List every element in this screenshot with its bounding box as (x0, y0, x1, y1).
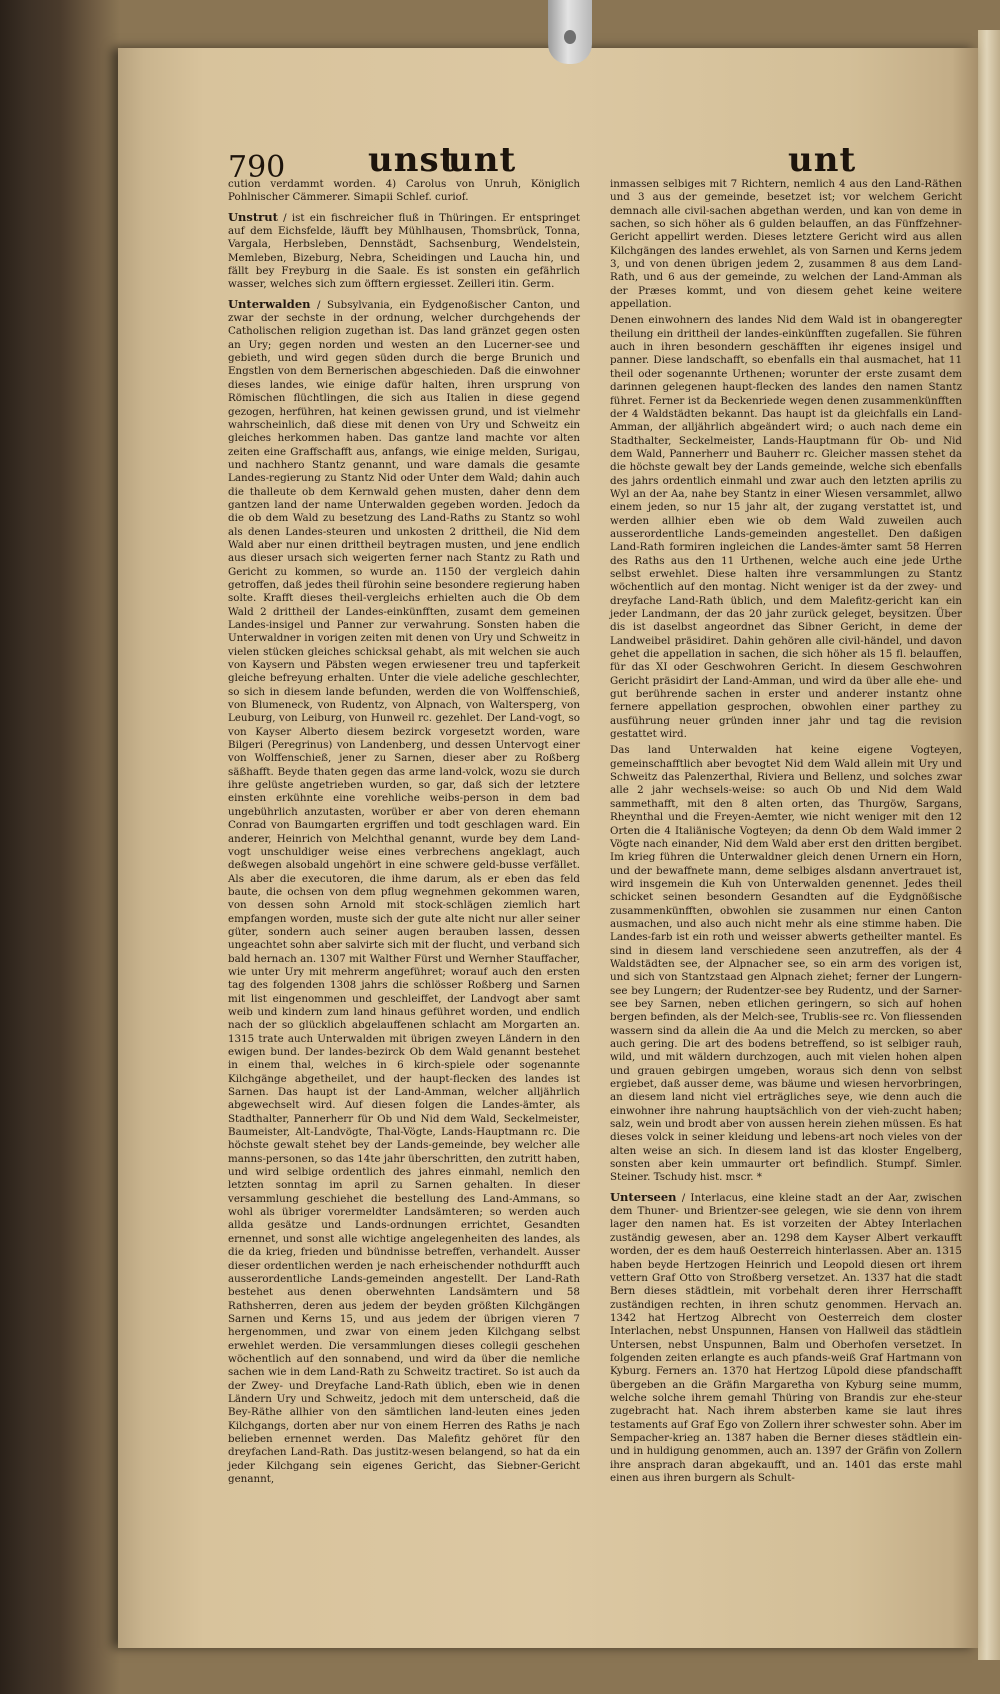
paragraph-vogteyen: Das land Unterwalden hat keine eigene Vogteyen, gemeinschafftlich aber bevogtet Nid dem Wald allein mit Ury und Schweitz das Palenzerthal, Riviera und Bellenz, und solches zwar alle 2 jahr wechsels-weise: so auch Ob und Nid dem Wald sammethafft, mit den 8 alten orten, das Thurgöw, Sargans, Rheynthal und die Freyen-Aemter, wie nicht weniger mit den 12 Orten die 4 Italiänische Vogteyen; da denn Ob dem Wald immer 2 Vögte nach einander, Nid dem Wald aber erst den dritten bergibet. Im krieg führen die Unterwaldner gleich denen Urnern ein Horn, und der bewaffnete mann, deme selbiges alsdann anvertrauet ist, wird insgemein die Kuh von Unterwalden genennet. Jedes theil schicket seinen besondern Gesandten auf die Eydgnößische zusammenkünfften, obwohlen sie zusammen nur einen Canton ausmachen, und also auch nicht mehr als eine stimme haben. Die Landes-farb ist ein roth und weisser abwerts getheilter mantel. Es sind in diesem land verschiedene seen anzutreffen, als der 4 Waldstädten see, der Alpnacher see, so ein arm des vorigen ist, und sich von Stantzstaad gen Alpnach ziehet; ferner der Lungern-see bey Lungern; der Rudentzer-see bey Rudentz, und der Sarner-see bey Sarnen, neben etlichen geringern, so sich auf hohen bergen befinden, als der Melch-see, Trublis-see rc. Von fliessenden wassern sind da allein die Aa und die Melch zu mercken, so aber auch gering. Die art des bodens betreffend, so ist selbiger rauh, wild, und mit wäldern durchzogen, auch mit vielen hohen alpen und grauen gebirgen umgeben, woraus sich denn von selbst ergiebet, daß ausser deme, was bäume und wiesen hervorbringen, an diesem land nicht viel erträgliches seye, wie denn auch die einwohner ihre nahrung hauptsächlich von der vieh-zucht haben; salz, wein und brodt aber von aussen herein ziehen müssen. Es hat dieses volck in seiner kleidung und lebens-art noch vieles von der alten weise an sich. In diesem land ist das kloster Engelberg, sonsten aber kein ummaurter ort befindlich. Stumpf. Simler. Steiner. Tschudy hist. mscr. * (610, 744, 962, 1184)
headword-unterwalden: Unterwalden (228, 296, 311, 311)
text-unterseen: / Interlacus, eine kleine stadt an der Aar, zwischen dem Thuner- und Brientzer-see gelegen, wie sie denn von ihrem lager den namen hat. Es ist vorzeiten der Abtey Interlachen zuständig gewesen, aber an. 1298 dem Kayser Albert verkaufft worden, der es dem hauß Oesterreich hinterlassen. Aber an. 1315 haben beyde Hertzogen Heinrich und Leopold diesen ort ihrem vettern Graf Otto von Stroßberg versetzet. An. 1337 hat die stadt Bern dieses städtlein, mit vorbehalt deren ihrer Herrschafft zuständigen rechten, in ihren schutz genommen. Hervach an. 1342 hat Hertzog Albrecht von Oesterreich dem closter Interlachen, nebst Unspunnen, Hansen von Hallweil das städtlein Untersen, nebst Unspunnen, Balm und Oberhofen versetzet. In folgenden zeiten erlangte es auch pfands-weiß Graf Hartmann von Kyburg. Ferners an. 1370 hat Hertzog Lüpold diese pfandschafft übergeben an die Gräfin Margaretha von Kyburg seine mumm, welche solche ihrem gemahl Thüring von Brandis zur ehe-steur zugebracht hat. Nach ihrem absterben kame sie laut ihres testaments auf Graf Ego von Zollern ihrer schwester sohn. Aber im Sempacher-krieg an. 1387 haben die Berner dieses städtlein ein- und in huldigung genommen, auch an. 1397 der Gräfin von Zollern ihre ansprach daran abgekaufft, und an. 1401 das erste mahl einen aus ihren burgern als Schult- (610, 1191, 962, 1484)
paragraph-nid-dem-wald: Denen einwohnern des landes Nid dem Wald ist in obangeregter theilung ein drittheil der landes-einkünfften zugefallen. Sie führen auch in ihren besondern geschäfften ihr eigenes insigel und panner. Diese landschafft, so ebenfalls ein thal ausmachet, hat 11 theil oder sogenannte Urthenen; worunter der erste zusamt dem darinnen gelegenen haupt-flecken des landes den namen Stantz führet. Ferner ist da Beckenriede wegen denen zusammenkünfften der 4 Waldstädten bekannt. Das haupt ist da gleichfalls ein Land-Amman, der alljährlich abgeändert wird; o auch nach deme ein Stadthalter, Seckelmeister, Lands-Hauptmann für Ob- und Nid dem Wald, Pannerherr und Bauherr rc. Gleicher massen stehet da die höchste gewalt bey der Lands gemeinde, welche sich ebenfalls des jahrs ordentlich einmahl und zwar auch den letzten aprilis zu Wyl an der Aa, nahe bey Stantz in einer Wiesen versammlet, allwo einem jeden, so nur 15 jahr alt, der zugang verstattet ist, und werden allhier eben wie ob dem Wald zuweilen auch ausserordentliche Lands-gemeinden angestellet. Den daßigen Land-Rath formiren ingleichen die Landes-ämter samt 58 Herren des Raths aus den 11 Urthenen, welche auch eine jede Urthe selbst erwehlet. Diese halten ihre versammlungen zu Stantz wöchentlich auf den montag. Nicht weniger ist da der zwey- und dreyfache Land-Rath üblich, und dem Malefitz-gericht kan ein jeder Landmann, der das 20 jahr zurück geleget, beysitzen. Über dis ist daselbst angeordnet das Sibner Gericht, in deme der Landweibel präsidiret. Dahin gehören alle civil-händel, und davon gehet die appellation in sachen, die sich höher als 15 fl. belauffen, für das XI oder Geschwohren Gericht. In diesem Geschwohren Gericht präsidirt der Land-Amman, und wird da über alle ehe- und gut berührende sachen in erster und anderer instantz ohne fernere appellation gesprochen, obwohlen einer parthey zu ausführung neuer gründen inner jahr und tag die revision gestattet wird. (610, 314, 962, 741)
headword-unterseen: Unterseen (610, 1189, 677, 1204)
headword-unstrut: Unstrut (228, 209, 278, 224)
clip-hole (564, 30, 576, 44)
running-head-left-a: unst (368, 140, 457, 180)
next-page-edge (978, 30, 1000, 1660)
running-head-right: unt (788, 140, 857, 180)
right-column (610, 178, 962, 1488)
text-unterwalden: / Subsylvania, ein Eydgenoßischer Canton, und zwar der sechste in der ordnung, welcher durchgehends der Catholischen religion zugethan ist. Das land gränzet gegen osten an Ury; gegen norden und westen an den Lucerner-see und gebieth, und wird gegen süden durch die berge Brunich und Engstlen von dem Bernerischen abgeschieden. Daß die einwohner dieses landes, wie einige dafür halten, ihren ursprung von Römischen flüchtlingen, die sich aus Italien in diese gegend gezogen, herführen, hat keinen gewissen grund, und ist vielmehr wahrscheinlich, daß diese mit denen von Ury und Schweitz ein gleiches herkommen haben. Das gantze land machte vor alten zeiten eine Graffschafft aus, anfangs, wie einige melden, Surigau, und nachhero Stantz genannt, und ware damals die gesamte Landes-regierung zu Stantz Nid oder Unter dem Wald; dahin auch die thalleute ob dem Kernwald gehen musten, daher denn dem gantzen land der name Unterwalden gegeben worden. Jedoch da die ob dem Wald zu besetzung des Land-Raths zu Stantz so wohl als denen Landes-steuren und unkosten 2 drittheil, die Nid dem Wald aber nur einen drittheil beytragen musten, und jene endlich aus dieser ursach sich weigerten ferner nach Stantz zu Rath und Gericht zu kommen, so wurde an. 1150 der vergleich dahin getroffen, daß jedes theil fürohin seine besondere regierung haben solte. Krafft dieses theil-vergleichs erhielten auch die Ob dem Wald 2 drittheil der Landes-einkünfften, zusamt dem gemeinen Landes-insigel und Panner zur verwahrung. Sonsten haben die Unterwaldner in vorigen zeiten mit denen von Ury und Schweitz in vielen stücken gleiches schicksal gehabt, als mit welchen sie auch von Kaysern und Päbsten wegen erwiesener treu und tapferkeit gleiche befreyung erhalten. Unter die viele adeliche geschlechter, so sich in diesem lande befunden, werden die von Wolffenschieß, von Blumeneck, von Rudentz, von Alpnach, von Waltersperg, von Leuburg, von Leiburg, von Hunweil rc. gezehlet. Der Land-vogt, so von Kayser Alberto diesem bezirck vorgesetzt worden, ware Bilgeri (Peregrinus) von Landenberg, und dessen Untervogt einer von Wolffenschieß, jener zu Sarnen, dieser aber zu Roßberg säßhafft. Beyde thaten gegen das arme land-volck, wozu sie durch ihre gelüste angetrieben wurden, so gar, daß sich der letztere einsten erkühnte eine vorehliche weibs-person in dem bad ungebührlich anzutasten, worüber er aber von deren ehemann Conrad von Baumgarten ergriffen und todt geschlagen ward. Ein anderer, Heinrich von Melchthal genannt, wurde bey dem Land-vogt unschuldiger weise eines verbrechens angeklagt, auch deßwegen alsobald ungehört in eine schwere geld-busse verfället. Als aber die executoren, die ihme darum, als er eben das feld baute, die ochsen von dem pflug wegnehmen gekommen waren, von dessen sohn Arnold mit stock-schlägen ziemlich hart empfangen worden, muste sich der gute alte nicht nur aller seiner güter, sondern auch seiner augen berauben lassen, dessen ungeachtet sohn aber salvirte sich mit der flucht, und verband sich bald hernach an. 1307 mit Walther Fürst und Wernher Stauffacher, wie unter Ury mit mehrerm angeführet; worauf auch den ersten tag des folgenden 1308 jahrs die schlösser Roßberg und Sarnen mit list eingenommen und geschleiffet, der Landvogt aber samt weib und kindern zum land hinaus geführet worden, und endlich nach der so glücklich abgelauffenen schlacht am Morgarten an. 1315 trate auch Unterwalden mit übrigen zweyen Ländern in den ewigen bund. Der landes-bezirck Ob dem Wald genannt bestehet in einem thal, welches in 6 kirch-spiele oder sogenannte Kilchgänge abgetheilet, und der haupt-flecken des landes ist Sarnen. Das haupt ist der Land-Amman, welcher alljährlich abgewechselt wird. Auf diesen folgen die Landes-ämter, als Stadthalter, Pannerherr für Ob und Nid dem Wald, Seckelmeister, Baumeister, Alt-Landvögte, Thal-Vögte, Lands-Hauptmann rc. Die höchste gewalt stehet bey der Lands-gemeinde, bey welcher alle manns-personen, so das 14te jahr überschritten, den zutritt haben, und wird selbige ordentlich des jahres einmahl, nemlich den letzten sonntag im april zu Sarnen gehalten. In dieser versammlung geschiehet die bestellung des Land-Ammans, so wohl als übriger vorermeldter Landsämteren; so werden auch allda gesätze und Lands-ordnungen errichtet, Gesandten ernennet, und sonst alle wichtige angelegenheiten des landes, als die da krieg, frieden und bündnisse betreffen, verhandelt. Ausser dieser ordentlichen werden je nach erheischender nothdurfft auch ausserordentliche Lands-gemeinden angestellt. Der Land-Rath bestehet aus denen oberwehnten Landsämtern und 58 Rathsherren, deren aus jedem der beyden größten Kilchgängen Sarnen und Kerns 15, und aus jedem der übrigen vieren 7 hergenommen, und zwar von einem jeden Kilchgang selbst erwehlet werden. Die versammlungen dieses collegii geschehen wöchentlich auf den sonnabend, und wird da über die nemliche sachen wie in dem Land-Rath zu Schweitz tractiret. So ist auch da der Zwey- und Dreyfache Land-Rath üblich, eben wie in denen Ländern Ury und Schweitz, jedoch mit dem unterscheid, daß die Bey-Räthe allhier von den sämtlichen land-leuten eines jeden Kilchgangs, dorten aber nur von einem Herren des Raths je nach belieben ernennet werden. Das Malefitz gehöret für den dreyfachen Land-Rath. Das justitz-wesen belangend, so hat da ein jeder Kilchgang sein eigenes Gericht, das Siebner-Gericht genannt, (228, 298, 580, 1485)
text-unstrut: / ist ein fischreicher fluß in Thüringen. Er entspringet auf dem Eichsfelde, läufft bey Mühlhausen, Thomsbrück, Tonna, Vargala, Herbsleben, Dennstädt, Sachsenburg, Wendelstein, Memleben, Bizeburg, Nebra, Scheidingen und Laucha hin, und fällt bey Freyburg in die Saale. Es ist sonsten ein gefährlich wasser, welches sich zum öfftern ergiesset. Zeilleri itin. Germ. (228, 211, 580, 291)
entry-unstrut (228, 211, 580, 292)
running-head-left-b: unt (448, 140, 517, 180)
page-number: 790 (228, 150, 286, 185)
paragraph-unruh: cution verdammt worden. 4) Carolus von Unruh, Königlich Pohlnischer Cämmerer. Simapii Schlef. curiof. (228, 178, 580, 204)
paragraph-gericht: inmassen selbiges mit 7 Richtern, nemlich 4 aus den Land-Räthen und 3 aus der gemeinde, besetzet ist; vor welchem Gericht demnach alle civil-sachen abgethan werden, und kan von deme in sachen, so sich höher als 6 gulden belauffen, an das Fünffzehner-Gericht appellirt werden. Dieses letztere Gericht wird aus allen Kilchgängen des landes erwehlet, als von Sarnen und Kerns jedem 3, und von denen übrigen jedem 2, zusammen 8 aus dem Land-Rath, und 6 aus der gemeinde, zu welchen der Land-Amman als der Præses kommt, und von diesem gehet keine weitere appellation. (610, 178, 962, 311)
entry-unterseen (610, 1191, 962, 1486)
left-column (228, 178, 580, 1489)
entry-unterwalden (228, 298, 580, 1487)
